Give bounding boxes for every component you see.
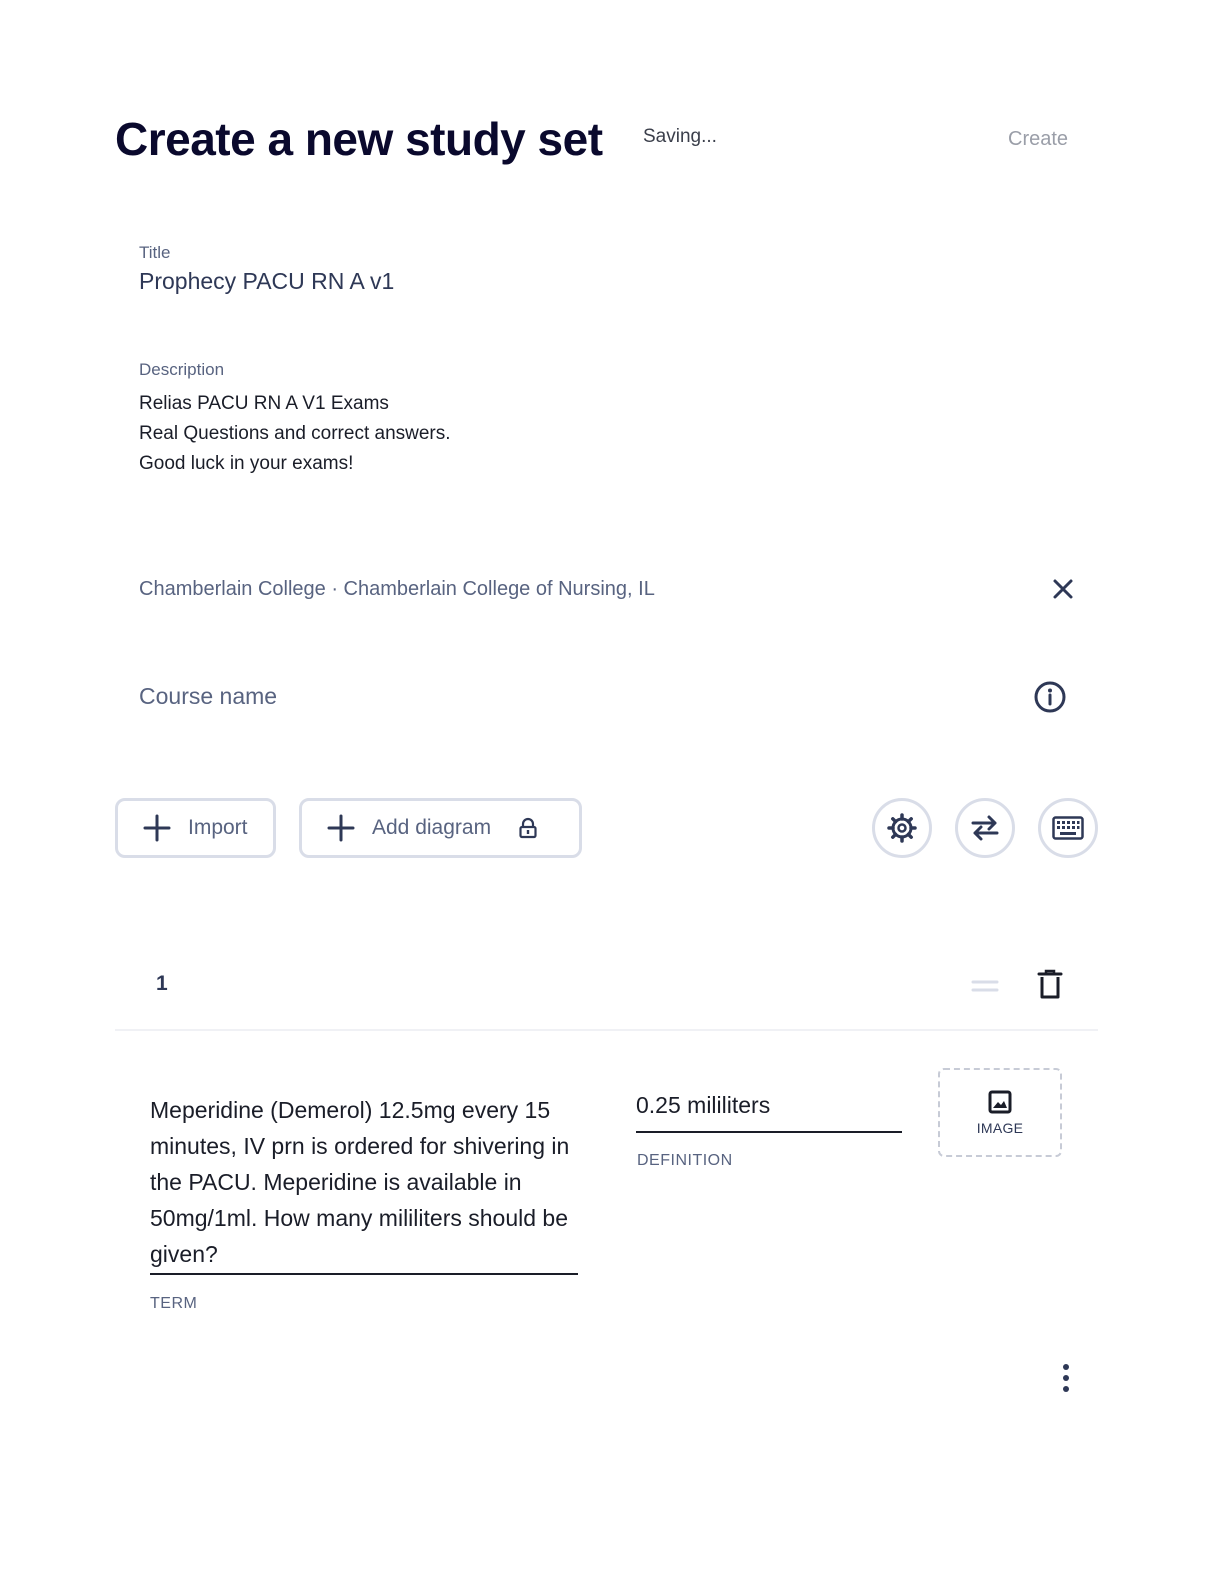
swap-icon — [969, 812, 1001, 844]
description-line: Relias PACU RN A V1 Exams — [139, 393, 389, 414]
trash-icon[interactable] — [1036, 968, 1064, 1000]
saving-status: Saving... — [643, 126, 717, 147]
add-diagram-button[interactable] — [299, 798, 582, 858]
lock-icon — [517, 817, 539, 839]
definition-label: DEFINITION — [637, 1152, 733, 1169]
image-label: IMAGE — [976, 1119, 1024, 1136]
more-options-icon[interactable] — [1054, 1362, 1078, 1394]
import-button[interactable] — [115, 798, 276, 858]
definition-input[interactable]: 0.25 mililiters — [636, 1092, 771, 1118]
school-field[interactable]: Chamberlain College · Chamberlain College of Nursing, IL — [139, 578, 655, 600]
term-underline — [150, 1273, 578, 1275]
info-icon[interactable] — [1033, 680, 1067, 714]
drag-handle-icon[interactable] — [971, 978, 999, 994]
add-image-button[interactable] — [938, 1068, 1062, 1157]
card-divider — [115, 1029, 1098, 1031]
title-label: Title — [139, 243, 171, 262]
settings-icon — [886, 812, 918, 844]
description-line: Good luck in your exams! — [139, 453, 354, 474]
image-icon — [988, 1090, 1012, 1114]
create-button[interactable]: Create — [1008, 128, 1069, 150]
page-title: Create a new study set — [115, 113, 603, 165]
description-line: Real Questions and correct answers. — [139, 423, 451, 444]
swap-button[interactable] — [955, 798, 1015, 858]
title-input[interactable]: Prophecy PACU RN A v1 — [139, 268, 395, 294]
plus-icon — [142, 813, 172, 843]
import-label: Import — [188, 816, 248, 839]
description-label: Description — [139, 360, 225, 379]
settings-button[interactable] — [872, 798, 932, 858]
plus-icon — [326, 813, 356, 843]
course-name-input[interactable]: Course name — [139, 683, 278, 709]
keyboard-button[interactable] — [1038, 798, 1098, 858]
term-input[interactable]: Meperidine (Demerol) 12.5mg every 15 minutes, IV prn is ordered for shivering in the PACU. Meperidine is available in 50mg/1ml. How many mililiters should be given? — [150, 1097, 570, 1267]
definition-underline — [636, 1131, 902, 1133]
keyboard-icon — [1052, 816, 1084, 840]
add-diagram-label: Add diagram — [372, 816, 492, 839]
close-icon[interactable] — [1048, 574, 1078, 604]
term-label: TERM — [150, 1295, 198, 1312]
card-number: 1 — [156, 972, 168, 995]
